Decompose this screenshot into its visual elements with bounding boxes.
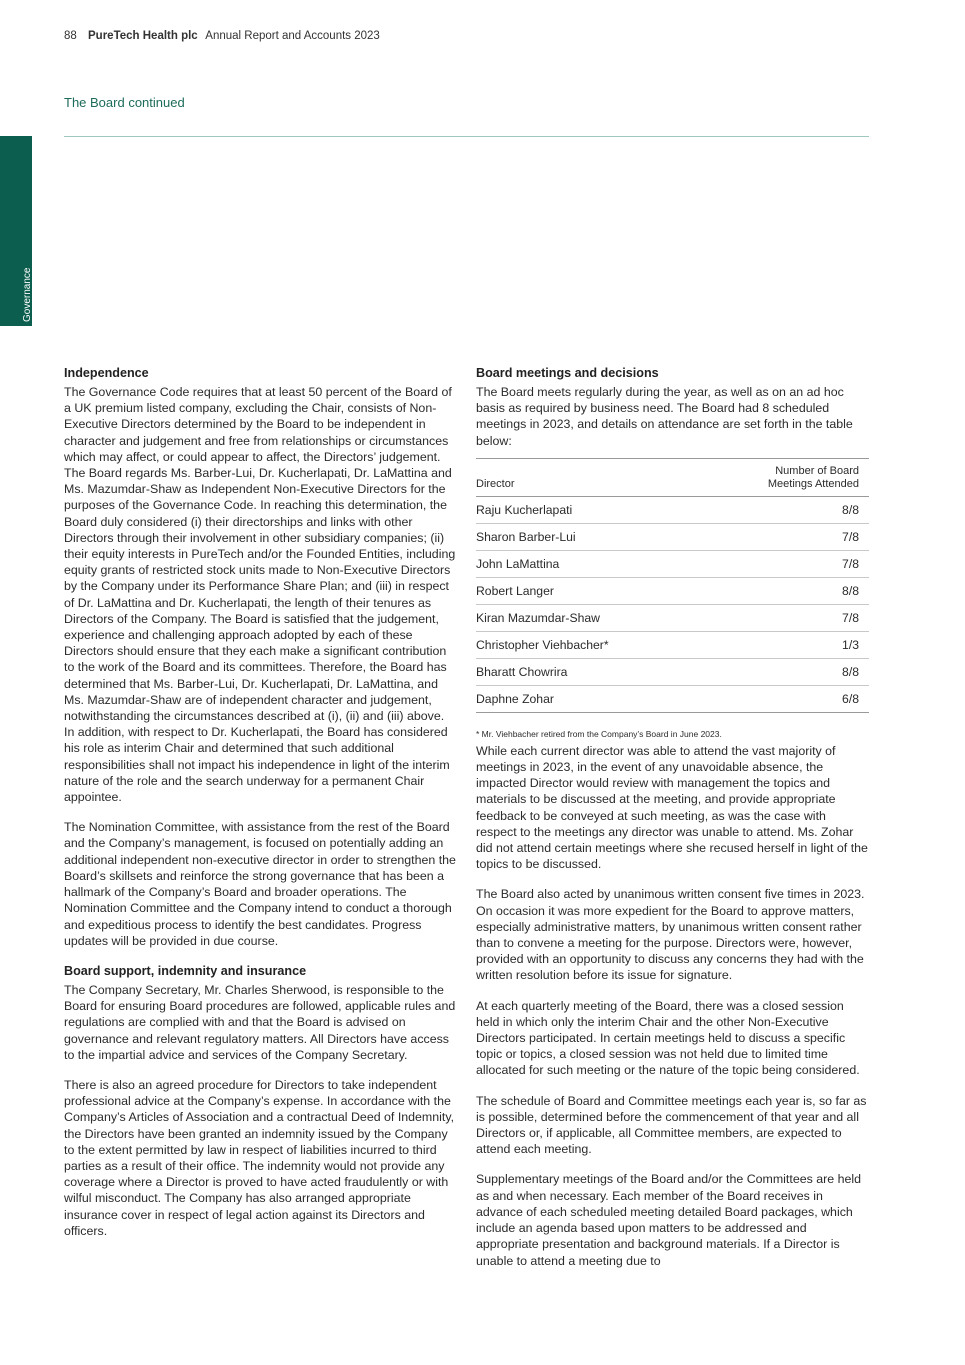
director-name: Christopher Viehbacher*	[476, 637, 609, 652]
table-row	[476, 605, 869, 632]
director-name: Daphne Zohar	[476, 691, 554, 706]
board-meetings-heading: Board meetings and decisions	[476, 366, 659, 380]
meetings-attended: 1/3	[842, 637, 859, 652]
director-name: Raju Kucherlapati	[476, 502, 573, 517]
section-title: The Board continued	[64, 95, 185, 110]
board-support-paragraph-1: The Company Secretary, Mr. Charles Sherwood, is responsible to the Board for ensuring Board procedures are followed, applicable rules and regulations are complied with and that the Board is advised on governance and relevant regulatory matters. All Directors have access to the impartial advice and services of the Company Secretary.	[64, 982, 456, 1062]
board-meetings-intro: The Board meets regularly during the year, as well as on an ad hoc basis as required by business need. The Board had 8 scheduled meetings in 2023, and details on attendance are set forth in the table below:	[476, 385, 853, 448]
independence-paragraph-1: The Governance Code requires that at least 50 percent of the Board of a UK premium listed company, excluding the Chair, consists of Non-Executive Directors determined by the Board to be independent in character and judgement and free from relationships or circumstances which may affect, or could appear to affect, the Directors’ judgement. The Board regards Ms. Barber-Lui, Dr. Kucherlapati, Dr. LaMattina and Ms. Mazumdar-Shaw as Independent Non-Executive Directors for the purposes of the Governance Code. In reaching this determination, the Board duly considered (i) their directorships and links with other Directors through their involvement in other subsidiary companies; (ii) their equity interests in PureTech and/or the Founded Entities, including equity grants of restricted stock units made to Non-Executive Directors by the Company under its Performance Share Plan; and (iii) in respect of Dr. LaMattina and Dr. Kucherlapati, the length of their tenures as Directors of the Company. The Board is satisfied that the judgement, experience and challenging approach adopted by each of these Directors should ensure that they each make a significant contribution to the work of the Board and its committees. Therefore, the Board has determined that Ms. Barber-Lui, Dr. Kucherlapati, Dr. LaMattina, and Ms. Mazumdar-Shaw are of independent character and judgement, notwithstanding the circumstances described at (i), (ii) and (iii) above. In addition, with respect to Dr. Kucherlapati, the Board has considered his role as interim Chair and determined that such additional responsibilities shall not impact his independence in light of the interim nature of the role and the search underway for a permanent Chair appointee.	[64, 385, 456, 805]
table-row	[476, 686, 869, 713]
board-meetings-paragraph-2: The Board also acted by unanimous written consent five times in 2023. On occasion it was more expedient for the Board to approve matters, especially administrative matters, by unanimous written consent rather than to convene a meeting for the purpose. Directors were, however, provided with an opportunity to discuss any concerns they had with the written resolution before its issue for signature.	[476, 887, 865, 983]
meetings-attended: 6/8	[842, 691, 859, 706]
director-name: Kiran Mazumdar-Shaw	[476, 610, 600, 625]
table-footnote: * Mr. Viehbacher retired from the Company’s Board in June 2023.	[476, 728, 722, 739]
independence-heading: Independence	[64, 366, 149, 380]
section-divider	[64, 136, 869, 137]
meetings-attended: 8/8	[842, 502, 859, 517]
board-meetings-paragraph-1: While each current director was able to attend the vast majority of meetings in 2023, in the event of any unavoidable absence, the impacted Director would review with management the topics and materials to be discussed at the meeting, and provide appropriate feedback to be conveyed at such meeting, as was the case with respect to the meetings any director was unable to attend. Ms. Zohar did not attend certain meetings where she recused herself in light of the topics to be discussed.	[476, 743, 868, 872]
independence-paragraph-2: The Nomination Committee, with assistance from the rest of the Board and the Company’s management, is focused on potentially adding an additional independent non-executive director in order to strengthen the Board’s skillsets and reinforce the strong governance that has been a hallmark of the Company’s Board and broader operations. The Nomination Committee and the Company intend to conduct a thorough and expeditious process to identify the best candidates. Progress updates will be provided in due course.	[64, 820, 456, 948]
meetings-attended: 7/8	[842, 529, 859, 544]
meetings-attended: 8/8	[842, 583, 859, 598]
director-name: John LaMattina	[476, 556, 560, 571]
board-meetings-paragraph-5: Supplementary meetings of the Board and/or the Committees are held as and when necessary. Each member of the Board receives in advance of each scheduled meeting detailed Board packages, which include an agenda based upon matters to be addressed and appropriate presentation and background materials. If a Director is unable to attend a meeting due to	[476, 1172, 862, 1268]
report-title: Annual Report and Accounts 2023	[205, 30, 380, 42]
left-column	[64, 365, 456, 1253]
side-tab-label: Governance	[22, 267, 33, 322]
table-row	[476, 551, 869, 578]
board-meetings-paragraph-4: The schedule of Board and Committee meetings each year is, so far as is possible, determined before the commencement of that year and all Directors or, if applicable, all Committee members, are expected to attend each meeting.	[476, 1093, 867, 1157]
table-row	[476, 497, 869, 524]
column-header-meetings: Number of Board Meetings Attended	[767, 464, 859, 490]
board-support-paragraph-2: There is also an agreed procedure for Directors to take independent professional advice at the Company’s expense. In accordance with the Company’s Articles of Association and a contractual Deed of Indemnity, the Directors have been granted an indemnity issued by the Company to the extent permitted by law in respect of liabilities incurred to third parties as a result of their office. The indemnity would not provide any coverage where a Director is proved to have acted fraudulently or with wilful misconduct. The Company has also arranged appropriate insurance cover in respect of legal action against its Directors and officers.	[64, 1077, 455, 1238]
table-row	[476, 659, 869, 686]
page-number: 88	[64, 30, 77, 42]
meetings-attended: 8/8	[842, 664, 859, 679]
table-header	[476, 459, 869, 497]
column-header-director: Director	[476, 477, 515, 490]
board-meetings-paragraph-3: At each quarterly meeting of the Board, there was a closed session held in which only the interim Chair and the other Non-Executive Directors participated. In certain meetings held to discuss a specific topic or topics, a closed session was not held due to limited time allocated for such meeting or the nature of the topic being considered.	[476, 998, 860, 1078]
table-row	[476, 578, 869, 605]
director-name: Bharatt Chowrira	[476, 664, 568, 679]
company-name: PureTech Health plc	[88, 30, 198, 42]
meetings-attended: 7/8	[842, 556, 859, 571]
attendance-table	[476, 458, 869, 713]
director-name: Robert Langer	[476, 583, 554, 598]
board-support-heading: Board support, indemnity and insurance	[64, 963, 307, 978]
meetings-attended: 7/8	[842, 610, 859, 625]
page-header	[64, 30, 380, 42]
director-name: Sharon Barber-Lui	[476, 529, 576, 544]
table-row	[476, 632, 869, 659]
right-column	[476, 365, 869, 1283]
table-row	[476, 524, 869, 551]
